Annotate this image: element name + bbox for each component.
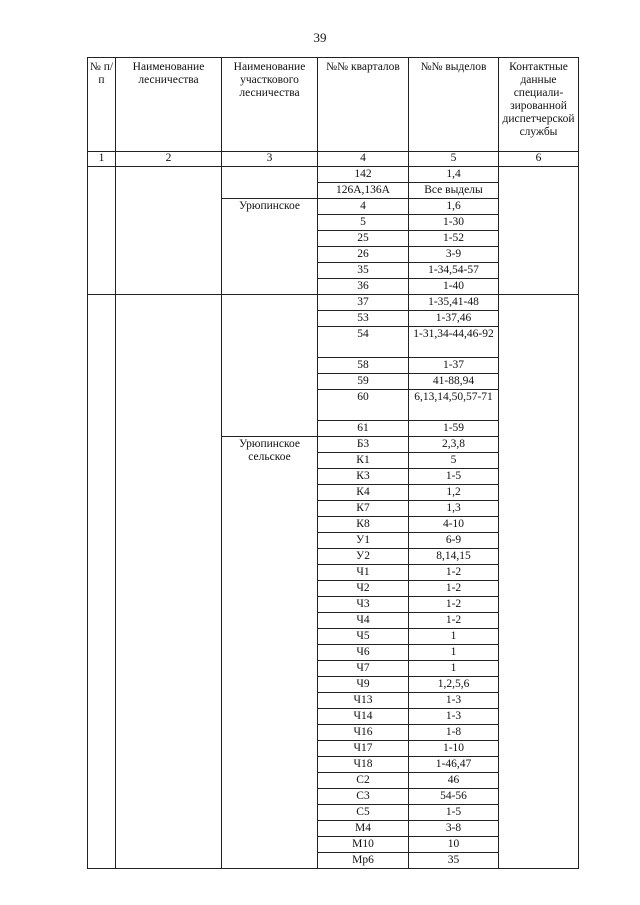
kvartal-cell: С3 [318, 789, 409, 805]
kvartal-cell: 5 [318, 215, 409, 231]
kvartal-cell: Ч5 [318, 629, 409, 645]
vydel-cell: 1,6 [409, 199, 499, 215]
kvartal-cell: К3 [318, 469, 409, 485]
vydel-cell: 1-37,46 [409, 311, 499, 327]
header-cell: №№ кварталов [318, 58, 409, 152]
kvartal-cell: 126А,136А [318, 183, 409, 199]
column-number: 6 [499, 152, 579, 167]
district-cell: Урюпинское сельское [222, 437, 318, 869]
vydel-cell: 5 [409, 453, 499, 469]
kvartal-cell: 35 [318, 263, 409, 279]
kvartal-cell: К1 [318, 453, 409, 469]
vydel-cell: 1-5 [409, 805, 499, 821]
vydel-cell: 1-2 [409, 581, 499, 597]
vydel-cell: 1-35,41-48 [409, 295, 499, 311]
forestry-cell [116, 167, 222, 295]
header-cell: № п/п [88, 58, 116, 152]
kvartal-cell: Мр6 [318, 853, 409, 869]
vydel-cell: 41-88,94 [409, 374, 499, 390]
page-number: 39 [313, 30, 327, 45]
vydel-cell: 1-10 [409, 741, 499, 757]
kvartal-cell: 61 [318, 421, 409, 437]
kvartal-cell: Б3 [318, 437, 409, 453]
district-cell [222, 295, 318, 437]
vydel-cell: 1-52 [409, 231, 499, 247]
vydel-cell: 6-9 [409, 533, 499, 549]
vydel-cell: 35 [409, 853, 499, 869]
header-row [88, 58, 579, 152]
kvartal-cell: У1 [318, 533, 409, 549]
kvartal-cell: Ч1 [318, 565, 409, 581]
kvartal-cell: Ч9 [318, 677, 409, 693]
vydel-cell: Все выделы [409, 183, 499, 199]
kvartal-cell: 37 [318, 295, 409, 311]
kvartal-cell: У2 [318, 549, 409, 565]
vydel-cell: 1-30 [409, 215, 499, 231]
kvartal-cell: К7 [318, 501, 409, 517]
vydel-cell: 1-5 [409, 469, 499, 485]
kvartal-cell: 54 [318, 327, 409, 358]
vydel-cell: 1-8 [409, 725, 499, 741]
district-cell [222, 167, 318, 199]
contact-cell [499, 167, 579, 295]
kvartal-cell: Ч7 [318, 661, 409, 677]
vydel-cell: 1-2 [409, 613, 499, 629]
table-row [88, 295, 579, 311]
vydel-cell: 1-3 [409, 693, 499, 709]
vydel-cell: 1-37 [409, 358, 499, 374]
kvartal-cell: К8 [318, 517, 409, 533]
kvartal-cell: 53 [318, 311, 409, 327]
vydel-cell: 1,2,5,6 [409, 677, 499, 693]
kvartal-cell: 25 [318, 231, 409, 247]
vydel-cell: 3-9 [409, 247, 499, 263]
forestry-cell [116, 295, 222, 869]
vydel-cell: 2,3,8 [409, 437, 499, 453]
vydel-cell: 4-10 [409, 517, 499, 533]
kvartal-cell: 60 [318, 390, 409, 421]
vydel-cell: 1-2 [409, 565, 499, 581]
vydel-cell: 1 [409, 661, 499, 677]
forestry-table [87, 57, 579, 869]
column-number-row [88, 152, 579, 167]
vydel-cell: 6,13,14,50,57-71 [409, 390, 499, 421]
header-cell: Наименование лесничества [116, 58, 222, 152]
kvartal-cell: М10 [318, 837, 409, 853]
vydel-cell: 1-34,54-57 [409, 263, 499, 279]
kvartal-cell: 58 [318, 358, 409, 374]
vydel-cell: 1-2 [409, 597, 499, 613]
vydel-cell: 54-56 [409, 789, 499, 805]
kvartal-cell: Ч16 [318, 725, 409, 741]
row-number-cell [88, 295, 116, 869]
vydel-cell: 1-40 [409, 279, 499, 295]
kvartal-cell: 4 [318, 199, 409, 215]
vydel-cell: 8,14,15 [409, 549, 499, 565]
vydel-cell: 46 [409, 773, 499, 789]
header-cell: Наименование участкового лесничества [222, 58, 318, 152]
table-row [88, 167, 579, 183]
vydel-cell: 1-46,47 [409, 757, 499, 773]
column-number: 2 [116, 152, 222, 167]
kvartal-cell: С5 [318, 805, 409, 821]
vydel-cell: 1,2 [409, 485, 499, 501]
kvartal-cell: М4 [318, 821, 409, 837]
header-cell: №№ выделов [409, 58, 499, 152]
vydel-cell: 1,4 [409, 167, 499, 183]
column-number: 3 [222, 152, 318, 167]
column-number: 5 [409, 152, 499, 167]
kvartal-cell: Ч4 [318, 613, 409, 629]
vydel-cell: 1 [409, 629, 499, 645]
column-number: 4 [318, 152, 409, 167]
kvartal-cell: 26 [318, 247, 409, 263]
vydel-cell: 1,3 [409, 501, 499, 517]
vydel-cell: 1-31,34-44,46-92 [409, 327, 499, 358]
vydel-cell: 1-3 [409, 709, 499, 725]
kvartal-cell: Ч17 [318, 741, 409, 757]
header-cell: Контактные данные специали-зированной диспетчерской службы [499, 58, 579, 152]
kvartal-cell: Ч13 [318, 693, 409, 709]
kvartal-cell: К4 [318, 485, 409, 501]
kvartal-cell: Ч18 [318, 757, 409, 773]
column-number: 1 [88, 152, 116, 167]
contact-cell [499, 295, 579, 869]
kvartal-cell: Ч14 [318, 709, 409, 725]
kvartal-cell: С2 [318, 773, 409, 789]
kvartal-cell: 142 [318, 167, 409, 183]
vydel-cell: 10 [409, 837, 499, 853]
kvartal-cell: 36 [318, 279, 409, 295]
vydel-cell: 1 [409, 645, 499, 661]
district-cell: Урюпинское [222, 199, 318, 295]
table-body [88, 167, 579, 869]
kvartal-cell: Ч3 [318, 597, 409, 613]
kvartal-cell: Ч6 [318, 645, 409, 661]
kvartal-cell: 59 [318, 374, 409, 390]
row-number-cell [88, 167, 116, 295]
kvartal-cell: Ч2 [318, 581, 409, 597]
vydel-cell: 3-8 [409, 821, 499, 837]
vydel-cell: 1-59 [409, 421, 499, 437]
